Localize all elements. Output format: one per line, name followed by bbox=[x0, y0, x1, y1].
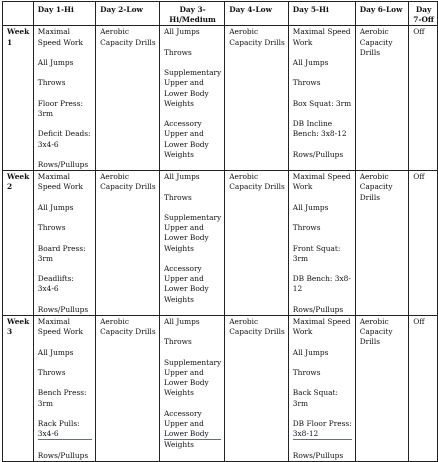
cell-line: Bench: 3x8-12 bbox=[292, 129, 347, 139]
blank-line bbox=[38, 409, 92, 419]
cell-line: Rows/Pullups bbox=[37, 450, 89, 460]
cell-line: Aerobic bbox=[229, 316, 259, 326]
cell-line: Speed Work bbox=[37, 37, 83, 47]
cell-line: Throws bbox=[37, 223, 66, 233]
blank-line bbox=[164, 327, 221, 337]
cell-line: Rows/Pullups bbox=[37, 159, 89, 169]
cell-line: Upper and bbox=[163, 129, 204, 139]
cell-line: Throws bbox=[292, 78, 321, 88]
cell-line: Aerobic bbox=[100, 27, 130, 37]
cell-line: Capacity Drills bbox=[100, 182, 156, 192]
blank-line bbox=[293, 264, 352, 274]
week-2-day-4 bbox=[225, 171, 289, 316]
week-2-day-5 bbox=[288, 171, 355, 316]
cell-line: Throws bbox=[37, 78, 66, 88]
cell-line: All Jumps bbox=[37, 347, 74, 357]
cell-line: 3 bbox=[7, 327, 13, 337]
cell-line: Speed Work bbox=[37, 182, 83, 192]
week-3-day-5 bbox=[288, 315, 355, 461]
cell-line: Box Squat: 3rm bbox=[292, 98, 352, 108]
cell-line: All Jumps bbox=[292, 58, 329, 67]
header-day-5: Day 5-Hi bbox=[288, 2, 355, 26]
cell-line: Upper and bbox=[163, 367, 204, 377]
cell-line: All Jumps bbox=[37, 58, 74, 67]
cell-line: Lower Body bbox=[163, 88, 209, 98]
week-1-day-6 bbox=[355, 26, 409, 171]
blank-line bbox=[38, 213, 92, 223]
cell-line: 3rm bbox=[292, 398, 308, 408]
blank-line bbox=[293, 337, 352, 347]
cell-line: Aerobic bbox=[229, 172, 259, 182]
week-2-day-3 bbox=[159, 171, 224, 316]
blank-line bbox=[38, 378, 92, 388]
week-1-day-1 bbox=[33, 26, 95, 171]
workout-schedule-table bbox=[2, 1, 438, 462]
blank-line bbox=[293, 89, 352, 99]
week-3-row bbox=[3, 315, 438, 461]
blank-line bbox=[164, 182, 221, 192]
cell-line: 3rm bbox=[37, 398, 54, 408]
blank-line bbox=[38, 119, 92, 129]
cell-line: DB Bench: 3x8- bbox=[292, 274, 351, 284]
cell-line: Upper and bbox=[163, 223, 204, 233]
week-2-day-6 bbox=[355, 171, 409, 316]
blank-line bbox=[164, 203, 221, 213]
cell-line: Rack Pulls: bbox=[37, 418, 80, 428]
blank-line bbox=[293, 378, 352, 388]
cell-line: All Jumps bbox=[163, 172, 200, 182]
week-2-label bbox=[3, 171, 34, 316]
week-3-day-4 bbox=[225, 315, 289, 461]
cell-line: Floor Press: bbox=[37, 98, 83, 108]
cell-line: Capacity bbox=[359, 37, 393, 47]
cell-line: 3x4-6 bbox=[37, 284, 59, 294]
cell-line: Board Press: bbox=[37, 243, 86, 253]
blank-line bbox=[164, 348, 221, 358]
cell-line: Day bbox=[415, 5, 432, 14]
cell-line: Throws bbox=[292, 223, 321, 233]
blank-line bbox=[293, 48, 352, 58]
week-2-day-2 bbox=[96, 171, 160, 316]
blank-line bbox=[164, 58, 221, 68]
cell-line: Weights bbox=[163, 440, 194, 450]
cell-line: Bench Press: bbox=[37, 388, 87, 398]
week-1-label bbox=[3, 26, 34, 171]
week-1-day-7 bbox=[409, 26, 438, 171]
blank-line bbox=[293, 193, 352, 203]
cell-line: 2 bbox=[7, 182, 13, 192]
cell-line: 3x8-12 bbox=[293, 429, 352, 440]
cell-line: Supplementary bbox=[163, 212, 222, 222]
blank-line bbox=[38, 193, 92, 203]
cell-line: Lower Body bbox=[163, 139, 209, 149]
week-2-row bbox=[3, 171, 438, 316]
cell-line: 7-Off bbox=[413, 15, 434, 25]
blank-line bbox=[293, 233, 352, 243]
cell-line: Supplementary bbox=[163, 68, 222, 78]
cell-line: Off bbox=[413, 27, 425, 37]
cell-line: Work bbox=[292, 37, 313, 47]
blank-line bbox=[293, 358, 352, 368]
cell-line: Off bbox=[413, 172, 425, 182]
cell-line: DB Incline bbox=[292, 119, 333, 129]
cell-line: Capacity bbox=[359, 182, 393, 192]
cell-line: Work bbox=[292, 182, 313, 192]
blank-line bbox=[38, 337, 92, 347]
cell-line: 3rm bbox=[37, 108, 54, 118]
cell-line: Capacity Drills bbox=[229, 37, 285, 47]
week-3-day-7 bbox=[409, 315, 438, 461]
blank-line bbox=[38, 233, 92, 243]
blank-line bbox=[293, 409, 352, 419]
cell-line: Upper and bbox=[163, 418, 204, 428]
cell-line: Capacity bbox=[359, 327, 393, 337]
cell-line: Aerobic bbox=[359, 316, 389, 326]
header-row bbox=[3, 2, 438, 26]
week-1-day-3 bbox=[159, 26, 224, 171]
blank-line bbox=[164, 254, 221, 264]
blank-line bbox=[38, 68, 92, 78]
cell-line: Accessory bbox=[163, 408, 202, 418]
cell-line: Maximal Speed bbox=[292, 172, 351, 182]
cell-line: Maximal Speed bbox=[292, 316, 351, 326]
blank-line bbox=[38, 150, 92, 160]
header-day-1: Day 1-Hi bbox=[33, 2, 95, 26]
cell-line: Lower Body bbox=[164, 429, 221, 440]
cell-line: Day 3- bbox=[179, 5, 206, 14]
week-3-day-3 bbox=[159, 315, 224, 461]
cell-line: Aerobic bbox=[359, 172, 389, 182]
cell-line: Back Squat: bbox=[292, 388, 338, 398]
blank-line bbox=[293, 213, 352, 223]
cell-line: Week bbox=[7, 27, 30, 37]
cell-line: Throws bbox=[163, 47, 192, 57]
week-1-day-4 bbox=[225, 26, 289, 171]
cell-line: Hi/Medium bbox=[169, 15, 216, 25]
cell-line: Maximal bbox=[37, 172, 71, 182]
blank-line bbox=[164, 109, 221, 119]
blank-line bbox=[38, 295, 92, 305]
blank-line bbox=[293, 68, 352, 78]
cell-line: 3rm bbox=[292, 253, 308, 263]
cell-line: Drills bbox=[359, 47, 381, 57]
cell-line: Drills bbox=[359, 337, 381, 347]
cell-line: Lower Body bbox=[163, 233, 209, 243]
blank-line bbox=[293, 140, 352, 150]
cell-line: Throws bbox=[292, 367, 321, 377]
cell-line: Maximal bbox=[37, 316, 71, 326]
cell-line: All Jumps bbox=[163, 316, 200, 326]
cell-line: Weights bbox=[163, 388, 194, 398]
cell-line: DB Floor Press: bbox=[292, 418, 352, 428]
cell-line: 3rm bbox=[37, 253, 54, 263]
cell-line: Capacity Drills bbox=[229, 327, 285, 337]
cell-line: Off bbox=[413, 316, 425, 326]
header-corner bbox=[3, 2, 34, 26]
cell-line: Upper and bbox=[163, 274, 204, 284]
header-day-2: Day 2-Low bbox=[96, 2, 160, 26]
cell-line: Accessory bbox=[163, 263, 202, 273]
cell-line: Aerobic bbox=[229, 27, 259, 37]
cell-line: Week bbox=[7, 172, 30, 182]
blank-line bbox=[38, 48, 92, 58]
cell-line: Drills bbox=[359, 192, 381, 202]
cell-line: 3x4-6 bbox=[38, 429, 92, 440]
cell-line: Aerobic bbox=[100, 316, 130, 326]
cell-line: Work bbox=[292, 327, 313, 337]
cell-line: Throws bbox=[163, 337, 192, 347]
cell-line: Capacity Drills bbox=[100, 327, 156, 337]
cell-line: Rows/Pullups bbox=[292, 304, 344, 314]
cell-line: 1 bbox=[7, 37, 13, 47]
header-day-6: Day 6-Low bbox=[355, 2, 409, 26]
cell-line: All Jumps bbox=[292, 347, 329, 357]
week-2-day-1 bbox=[33, 171, 95, 316]
cell-line: Upper and bbox=[163, 78, 204, 88]
cell-line: Weights bbox=[163, 98, 194, 108]
cell-line: 12 bbox=[292, 284, 303, 294]
cell-line: Deadlifts: bbox=[37, 274, 74, 284]
cell-line: Front Squat: bbox=[292, 243, 341, 253]
cell-line: Aerobic bbox=[100, 172, 130, 182]
blank-line bbox=[164, 399, 221, 409]
blank-line bbox=[293, 295, 352, 305]
cell-line: Capacity Drills bbox=[100, 37, 156, 47]
blank-line bbox=[38, 358, 92, 368]
week-3-day-6 bbox=[355, 315, 409, 461]
cell-line: All Jumps bbox=[37, 202, 74, 212]
blank-line bbox=[38, 89, 92, 99]
cell-line: Throws bbox=[163, 192, 192, 202]
blank-line bbox=[164, 38, 221, 48]
cell-line: Supplementary bbox=[163, 357, 222, 367]
cell-line: Capacity Drills bbox=[229, 182, 285, 192]
cell-line: Deficit Deads: bbox=[37, 129, 91, 139]
cell-line: All Jumps bbox=[163, 27, 200, 37]
week-3-label bbox=[3, 315, 34, 461]
cell-line: Rows/Pullups bbox=[37, 304, 89, 314]
cell-line: Aerobic bbox=[359, 27, 389, 37]
cell-line: Week bbox=[7, 316, 30, 326]
blank-line bbox=[38, 440, 92, 450]
cell-line: Maximal Speed bbox=[292, 27, 351, 37]
cell-line: Weights bbox=[163, 294, 194, 304]
cell-line: All Jumps bbox=[292, 202, 329, 212]
blank-line bbox=[293, 109, 352, 119]
cell-line: Maximal bbox=[37, 27, 71, 37]
week-1-day-5 bbox=[288, 26, 355, 171]
cell-line: Lower Body bbox=[163, 284, 209, 294]
cell-line: Rows/Pullups bbox=[292, 450, 344, 460]
cell-line: Accessory bbox=[163, 119, 202, 129]
week-3-day-1 bbox=[33, 315, 95, 461]
cell-line: Rows/Pullups bbox=[292, 149, 344, 159]
header-day-4: Day 4-Low bbox=[225, 2, 289, 26]
cell-line: Throws bbox=[37, 367, 66, 377]
cell-line: Weights bbox=[163, 149, 194, 159]
cell-line: 3x4-6 bbox=[37, 139, 59, 149]
cell-line: Lower Body bbox=[163, 378, 209, 388]
cell-line: Weights bbox=[163, 243, 194, 253]
week-1-day-2 bbox=[96, 26, 160, 171]
week-3-day-2 bbox=[96, 315, 160, 461]
week-2-day-7 bbox=[409, 171, 438, 316]
week-1-row bbox=[3, 26, 438, 171]
blank-line bbox=[293, 440, 352, 450]
header-day-7 bbox=[409, 2, 438, 26]
blank-line bbox=[38, 264, 92, 274]
header-day-3 bbox=[159, 2, 224, 26]
cell-line: Speed Work bbox=[37, 327, 83, 337]
